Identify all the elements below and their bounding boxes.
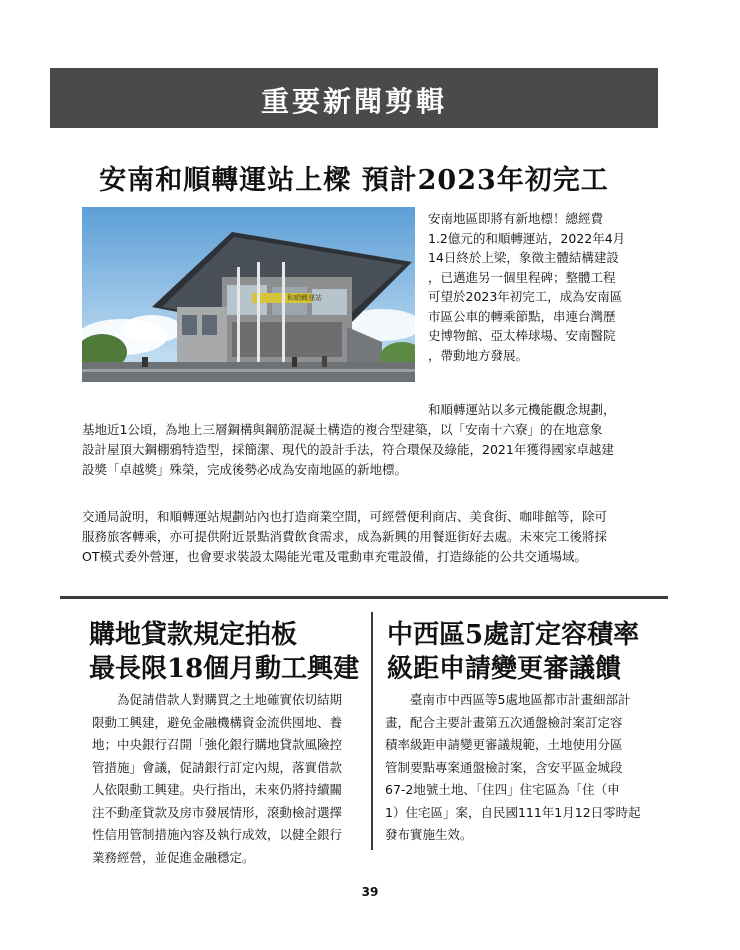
transit-station-photo: [82, 207, 415, 382]
main-headline: 安南和順轉運站上樑 預計2023年初完工: [99, 165, 609, 196]
article-paragraph-3: 交通局說明，和順轉運站規劃站內也打造商業空間，可經營便利商店、美食街、咖啡館等，除可 服務旅客轉乘，亦可提供附近景點消費飲食需求，成為新興的用餐逛街好去處。未來完工後將採 OT模式委外營運，也會要求裝設太陽能光電及電動車充電設備，打造綠能的公共交通場域。: [82, 509, 608, 564]
left-article-title: 購地貸款規定拍板 最長限18個月動工興建: [89, 620, 360, 684]
station-sign-text: 和順轉運站: [287, 294, 322, 302]
section-divider: [60, 596, 668, 599]
section-banner: [50, 68, 658, 128]
article-paragraph-2: 和順轉運站以多元機能觀念規劃， 基地近1公頃，為地上三層鋼構與鋼筋混凝土構造的複合型建築，以「安南十六寮」的在地意象 設計屋頂大鋼棚鴉特造型，採簡潔、現代的設計手法，符合環保及綠能，2021年獲得國家卓越建 設獎「卓越獎」殊榮，完成後勢必成為安南地區的新地標。: [82, 402, 616, 477]
station-rendering-image: [82, 207, 415, 382]
left-article-body: 為促請借款人對購買之土地確實依切結期 限動工興建，避免金融機構資金流供囤地、養 地；中央銀行召開「強化銀行購地貸款風險控 管措施」會議，促請銀行訂定內規，落實借款 人依限動工興建。央行指出，未來仍將持續關 注不動產貸款及房市發展情形，滾動檢討選擇 性信用管制措施內容及執行成效，以健全銀行 業務經營，並促進金融穩定。: [92, 692, 343, 865]
article-intro: 安南地區即將有新地標！總經費 1.2億元的和順轉運站，2022年4月 14日終於上梁，象徵主體結構建設 ，已邁進另一個里程碑；整體工程 可望於2023年初完工，成為安南區 市區公車的轉乘節點，串連台灣歷 史博物館、亞太棒球場、安南醫院 ，帶動地方發展。: [428, 211, 626, 363]
section-banner-title: 重要新聞剪輯: [260, 85, 447, 118]
column-divider: [371, 612, 373, 850]
right-article-title: 中西區5處訂定容積率 級距申請變更審議饋: [387, 620, 640, 684]
right-article-body: 臺南市中西區等5處地區都市計畫細部計 畫，配合主要計畫第五次通盤檢討案訂定容 積率級距申請變更審議規範，土地使用分區 管制要點專案通盤檢討案，含安平區金城段 67-2地號土地、「住四」住宅區為「住（申 1）住宅區」案，自民國111年1月12日零時起 發布實施生效。: [385, 692, 641, 842]
page-number: 39: [361, 885, 379, 899]
